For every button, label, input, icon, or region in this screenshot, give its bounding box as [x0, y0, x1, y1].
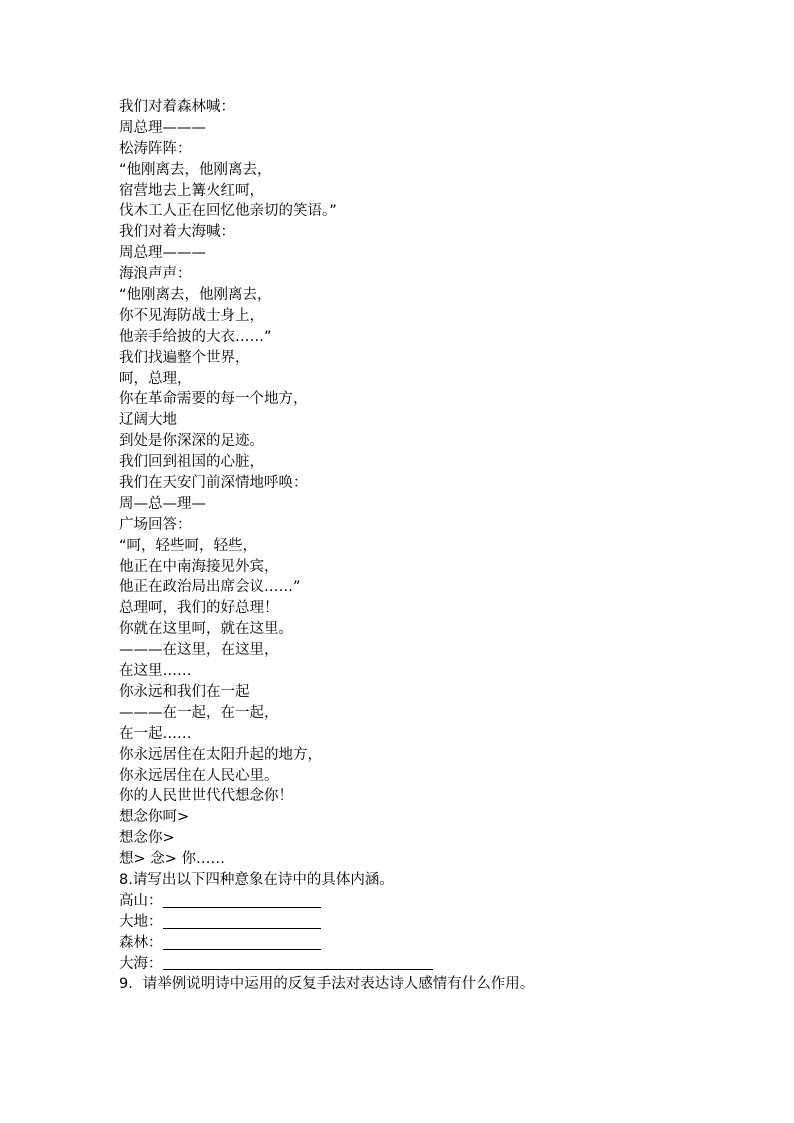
answer-label: 大海： [119, 955, 163, 972]
poem-line: 在一起…… [119, 725, 192, 742]
answer-label: 大地： [119, 913, 163, 930]
question-8 [119, 870, 719, 974]
answer-label: 高山： [119, 892, 163, 909]
poem-line: 你永远居住在人民心里。 [119, 767, 279, 784]
answer-row-dahai [119, 954, 719, 975]
poem-line: 你不见海防战士身上， [119, 307, 264, 324]
document-body [119, 97, 719, 995]
poem-line: 广场回答： [119, 516, 192, 533]
question-9 [119, 974, 719, 995]
answer-blank[interactable] [163, 955, 433, 970]
poem-line: 周—总—理— [119, 495, 206, 512]
answer-blank[interactable] [163, 935, 321, 950]
poem-line: 我们找遍整个世界， [119, 349, 250, 366]
answer-blank[interactable] [163, 893, 321, 908]
poem-line: 总理呵，我们的好总理！ [119, 600, 279, 617]
poem [119, 97, 719, 870]
poem-line: 伐木工人正在回忆他亲切的笑语。” [119, 203, 337, 220]
question-9-prompt: 9．请举例说明诗中运用的反复手法对表达诗人感情有什么作用。 [119, 976, 535, 993]
poem-line: 到处是你深深的足迹。 [119, 433, 264, 450]
answer-row-senlin [119, 933, 719, 954]
poem-line: 你的人民世世代代想念你！ [119, 788, 293, 805]
poem-line: 在这里…… [119, 663, 192, 680]
poem-line: 辽阔大地 [119, 412, 177, 429]
poem-line: 我们对着大海喊： [119, 224, 235, 241]
poem-line: ———在一起，在一起， [119, 704, 279, 721]
answer-row-gaoshan [119, 891, 719, 912]
poem-line: 你就在这里呵，就在这里。 [119, 621, 293, 638]
poem-line: “呵，轻些呵，轻些， [119, 537, 258, 554]
poem-line: 海浪声声： [119, 266, 192, 283]
answer-row-dadi [119, 912, 719, 933]
poem-line: 想念你呵> [119, 809, 190, 826]
poem-line: 你永远和我们在一起 [119, 683, 250, 700]
poem-line: 宿营地去上篝火红呵， [119, 182, 264, 199]
poem-line: 周总理——— [119, 119, 206, 136]
question-8-prompt: 8.请写出以下四种意象在诗中的具体内涵。 [119, 871, 394, 888]
poem-line: 他正在中南海接见外宾， [119, 558, 279, 575]
poem-line: “他刚离去，他刚离去， [119, 161, 272, 178]
poem-line: 他正在政治局出席会议……” [119, 579, 301, 596]
poem-line: 想> 念> 你…… [119, 851, 226, 868]
poem-line: ———在这里，在这里， [119, 642, 279, 659]
answer-blank[interactable] [163, 914, 321, 929]
poem-line: 想念你> [119, 830, 175, 847]
poem-line: 你永远居住在太阳升起的地方， [119, 746, 322, 763]
poem-line: 我们回到祖国的心脏， [119, 454, 264, 471]
poem-line: “他刚离去，他刚离去， [119, 287, 272, 304]
poem-line: 周总理——— [119, 245, 206, 262]
poem-line: 我们对着森林喊： [119, 99, 235, 115]
answer-label: 森林： [119, 934, 163, 951]
poem-line: 他亲手给披的大衣……” [119, 328, 272, 345]
poem-line: 呵，总理， [119, 370, 192, 387]
poem-line: 松涛阵阵： [119, 140, 192, 157]
poem-line: 我们在天安门前深情地呼唤： [119, 475, 308, 492]
poem-line: 你在革命需要的每一个地方， [119, 391, 308, 408]
